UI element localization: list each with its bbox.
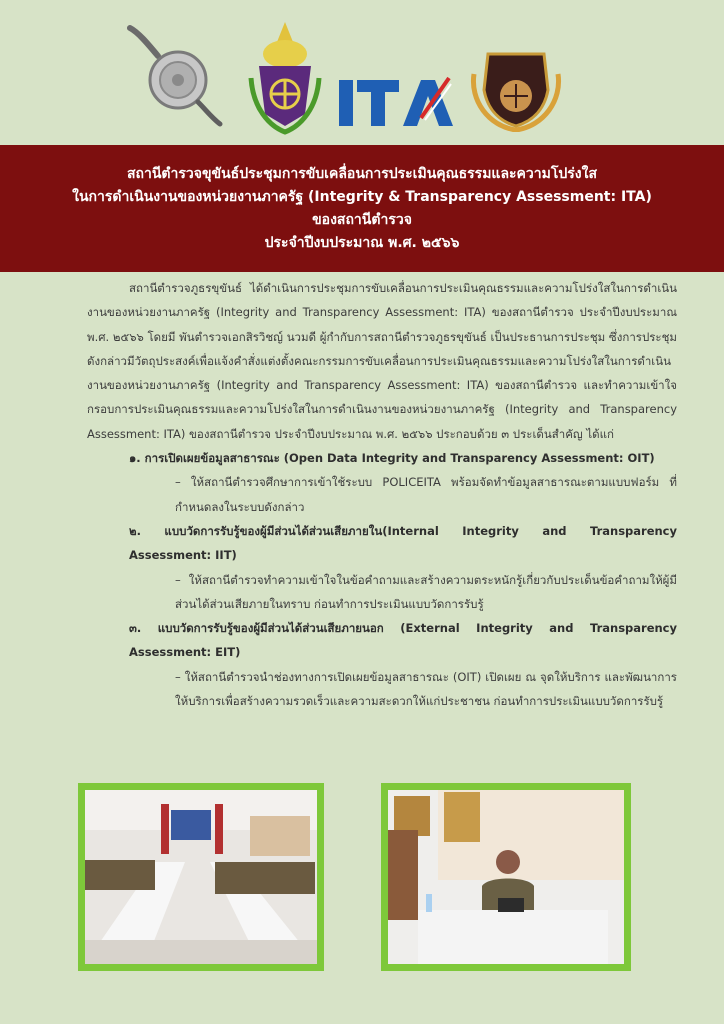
item-2-heading: ๒. แบบวัดการรับรู้ของผู้มีส่วนได้ส่วนเสียภายใน(Internal Integrity and Transparency Assessment: IIT) bbox=[129, 523, 677, 563]
logo-row bbox=[0, 0, 724, 145]
title-banner bbox=[0, 145, 724, 272]
banner-title-line-3: ของสถานีตำรวจ bbox=[312, 211, 412, 228]
article-body bbox=[87, 276, 677, 713]
royal-kris-emblem-icon bbox=[118, 22, 226, 130]
banner-title-line-1: สถานีตำรวจขุขันธ์ประชุมการขับเคลื่อนการประเมินคุณธรรมและความโปร่งใส bbox=[126, 165, 598, 182]
chairman-photo-frame bbox=[381, 783, 631, 971]
meeting-room-photo bbox=[85, 790, 317, 964]
banner-title-line-4: ประจำปีงบประมาณ พ.ศ. ๒๕๖๖ bbox=[264, 234, 460, 251]
meeting-room-photo-frame bbox=[78, 783, 324, 971]
chairman-photo bbox=[388, 790, 624, 964]
ita-logo bbox=[337, 72, 455, 130]
intro-paragraph: สถานีตำรวจภูธรขุขันธ์ ได้ดำเนินการประชุมการขับเคลื่อนการประเมินคุณธรรมและความโปร่งใสในการดำเนินงานของหน่วยงานภาครัฐ (Integrity and Transparency Assessment: ITA) ของสถานีตำรวจ ประจำปีงบประมาณ พ.ศ. ๒๕๖๖ โดยมี พันตำรวจเอกสิรวิชญ์ นวมดี ผู้กำกับการสถานีตำรวจภูธรขุขันธ์ เป็นประธานการประชุม ซึ่งการประชุมดังกล่าวมีวัตถุประสงค์เพื่อแจ้งคำสั่งแต่งตั้งคณะกรรมการขับเคลื่อนการประเมินคุณธรรมและความโปร่งใสในการดำเนินงานของหน่วยงานภาครัฐ (Integrity and Transparency Assessment: ITA) ของสถานีตำรวจ และทำความเข้าใจ กรอบการประเมินคุณธรรมและความโปร่งใสในการดำเนินงานของหน่วยงานภาครัฐ (Integrity and Transparency Assessment: ITA) ของสถานีตำรวจ ประจำปีงบประมาณ พ.ศ. ๒๕๖๖ ประกอบด้วย ๓ ประเด็นสำคัญ ได้แก่ bbox=[87, 281, 677, 441]
item-3-heading: ๓. แบบวัดการรับรู้ของผู้มีส่วนได้ส่วนเสียภายนอก (External Integrity and Transparency Assessment: EIT) bbox=[129, 621, 677, 660]
khukhan-police-badge-icon bbox=[470, 50, 562, 132]
item-2-text: – ให้สถานีตำรวจทำความเข้าใจในข้อคำถามและสร้างความตระหนักรู้เกี่ยวกับประเด็นข้อคำถามให้ผู้มีส่วนได้ส่วนเสียภายในทราบ ก่อนทำการประเมินแบบวัดการรับรู้ bbox=[175, 572, 677, 611]
item-1-text: – ให้สถานีตำรวจศึกษาการเข้าใช้ระบบ POLICEITA พร้อมจัดทำข้อมูลสาธารณะตามแบบฟอร์ม ที่กำหนดลงในระบบดังกล่าว bbox=[175, 475, 677, 514]
banner-title-line-2: ในการดำเนินงานของหน่วยงานภาครัฐ (Integrity & Transparency Assessment: ITA) bbox=[72, 188, 652, 205]
item-1-heading: ๑. การเปิดเผยข้อมูลสาธารณะ (Open Data Integrity and Transparency Assessment: OIT) bbox=[129, 451, 655, 466]
item-3-text: – ให้สถานีตำรวจนำช่องทางการเปิดเผยข้อมูลสาธารณะ (OIT) เปิดเผย ณ จุดให้บริการ และพัฒนาการให้บริการเพื่อสร้างความรวดเร็วและความสะดวกให้แก่ประชาชน ก่อนทำการประเมินแบบวัดการรับรู้ bbox=[175, 669, 677, 709]
police-emblem-icon bbox=[245, 18, 325, 136]
